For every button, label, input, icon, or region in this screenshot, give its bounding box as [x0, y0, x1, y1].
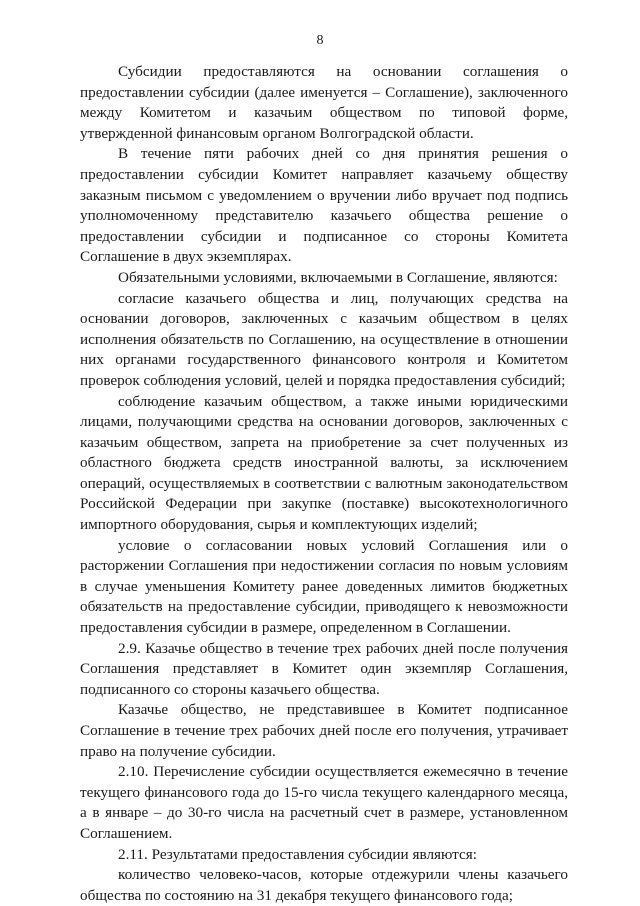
page-number: 8 — [316, 33, 324, 48]
paragraph-subsidy-agreement: Субсидии предоставляются на основании соглашения о предоставлении субсидии (далее именуется – Соглашение), заключенного между Комитетом и казачьим обществом по типовой форме, утвержденной финансовым органом Волгоградской области. — [80, 63, 568, 142]
paragraph-condition-renegotiation: условие о согласовании новых условий Соглашения или о расторжении Соглашения при недостижении согласия по новым условиям в случае уменьшения Комитету ранее доведенных лимитов бюджетных обязательств на предоставление субсидии, приводящего к невозможности предоставления субсидии в размере, определенном в Соглашении. — [80, 536, 568, 637]
paragraph-clause-2-9: 2.9. Казачье общество в течение трех рабочих дней после получения Соглашения представляет в Комитет один экземпляр Соглашения, подписанного со стороны казачьего общества. — [80, 639, 568, 698]
paragraph-result-man-hours: количество человеко-часов, которые отдежурили члены казачьего общества по состоянию на 31 декабря текущего финансового года; — [80, 866, 568, 904]
body-text — [80, 62, 568, 906]
paragraph-clause-2-11: 2.11. Результатами предоставления субсидии являются: — [118, 845, 477, 863]
paragraph-condition-currency-ban: соблюдение казачьим обществом, а также иными юридическими лицами, получающими средства на основании договоров, заключенных с казачьим обществом, запрета на приобретение за счет полученных из областного бюджета средств иностранной валюты, за исключением операций, осуществляемых в соответствии с валютным законодательством Российской Федерации при закупке (поставке) высокотехнологичного импортного оборудования, сырья и комплектующих изделий; — [80, 392, 568, 534]
paragraph-forfeiture: Казачье общество, не представившее в Комитет подписанное Соглашение в течение трех рабочих дней после его получения, утрачивает право на получение субсидии. — [80, 701, 568, 760]
paragraph-condition-consent: согласие казачьего общества и лиц, получающих средства на основании договоров, заключенных с казачьим обществом в целях исполнения обязательств по Соглашению, на осуществление в отношении них органами государственного финансового контроля и Комитетом проверок соблюдения условий, целей и порядка предоставления субсидий; — [80, 289, 568, 389]
paragraph-mandatory-conditions: Обязательными условиями, включаемыми в Соглашение, являются: — [118, 268, 558, 286]
paragraph-decision-delivery: В течение пяти рабочих дней со дня принятия решения о предоставлении субсидии Комитет направляет казачьему обществу заказным письмом с уведомлением о вручении либо вручает под подпись уполномоченному представителю казачьего общества решение о предоставлении субсидии и подписанное со стороны Комитета Соглашение в двух экземплярах. — [80, 145, 568, 266]
paragraph-clause-2-10: 2.10. Перечисление субсидии осуществляется ежемесячно в течение текущего финансового года до 15-го числа текущего календарного месяца, а в январе – до 30-го числа на расчетный счет в размере, установленном Соглашением. — [80, 763, 568, 842]
